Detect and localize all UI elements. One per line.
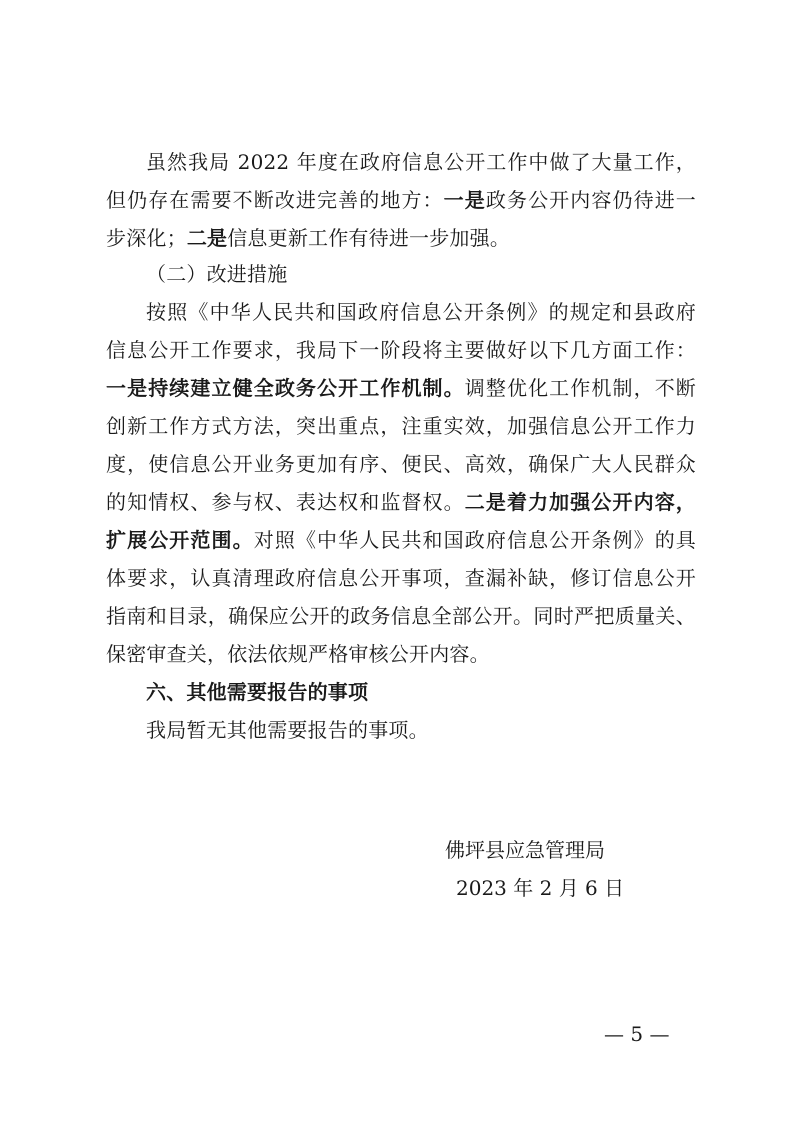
bold-run: 二是 (186, 226, 228, 250)
paragraph-line (146, 150, 696, 174)
paragraph-line: 信息公开工作要求，我局下一阶段将主要做好以下几方面工作： (106, 338, 696, 362)
text-run: 但仍存在需要不断改进完善的地方： (106, 188, 444, 212)
paragraph-line: 我局暂无其他需要报告的事项。 (146, 718, 429, 742)
bold-run: 二是着力加强公开内容， (464, 490, 696, 514)
text-run: 的知情权、参与权、表达权和监督权。 (106, 490, 465, 514)
paragraph-line (106, 226, 696, 250)
signature-date: 2023 年 2 月 6 日 (456, 876, 625, 900)
signature-org: 佛坪县应急管理局 (445, 838, 605, 862)
text-run: 信息更新工作有待进一步加强。 (227, 226, 511, 250)
paragraph-line (106, 528, 696, 552)
paragraph-line (106, 376, 696, 400)
text-run: 虽然我局 2022 年度在政府信息公开工作中做了大量工作， (146, 150, 696, 174)
text-run: 政务公开内容仍待进一 (485, 188, 697, 212)
bold-run: 一是持续建立健全政务公开工作机制。 (106, 376, 465, 400)
paragraph-line: 度，使信息公开业务更加有序、便民、高效，确保广大人民群众 (106, 452, 696, 476)
text-run: 调整优化工作机制，不断 (464, 376, 696, 400)
text-run: 步深化； (106, 226, 187, 250)
page-number: — 5 — (604, 1022, 670, 1046)
bold-run: 扩展公开范围。 (106, 528, 254, 552)
subheading: （二）改进措施 (146, 262, 288, 286)
paragraph-line: 保密审查关，依法依规严格审核公开内容。 (106, 642, 490, 666)
paragraph-line: 指南和目录，确保应公开的政务信息全部公开。同时严把质量关、 (106, 604, 696, 628)
paragraph-line: 体要求，认真清理政府信息公开事项，查漏补缺，修订信息公开 (106, 566, 696, 590)
paragraph-line (106, 188, 696, 212)
text-run: 对照《中华人民共和国政府信息公开条例》的具 (253, 528, 697, 552)
bold-run: 一是 (443, 188, 486, 212)
paragraph-line: 创新工作方式方法，突出重点，注重实效，加强信息公开工作力 (106, 414, 696, 438)
section-heading: 六、其他需要报告的事项 (146, 680, 369, 704)
paragraph-line (106, 490, 696, 514)
paragraph-line: 按照《中华人民共和国政府信息公开条例》的规定和县政府 (146, 300, 696, 324)
